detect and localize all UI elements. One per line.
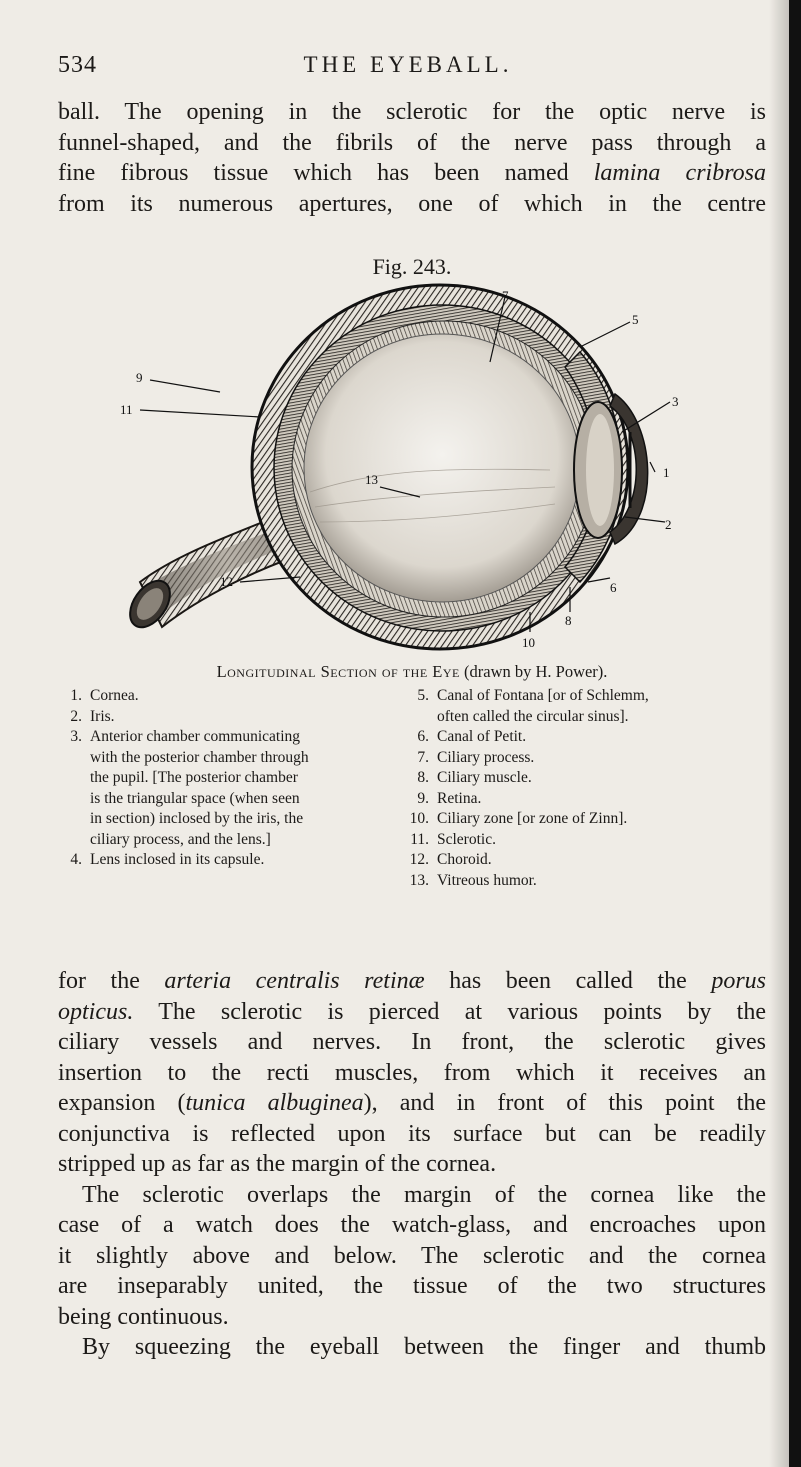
paragraph-bottom <box>58 966 766 1363</box>
text-line: opticus. The sclerotic is pierced at various points by the <box>58 998 766 1025</box>
text-line: fine fibrous tissue which has been named lamina cribrosa <box>58 160 766 186</box>
legend-item-cont: in section) inclosed by the iris, the <box>90 810 304 827</box>
caption-main: Longitudinal Section of the Eye <box>216 662 460 681</box>
figure-caption <box>58 662 766 682</box>
text-line: expansion (tunica albuginea), and in front of this point the <box>58 1090 766 1116</box>
text-line: stripped up as far as the margin of the cornea. <box>58 1151 497 1177</box>
text-line: By squeezing the eyeball between the finger and thumb <box>82 1334 766 1360</box>
legend-item: 4. Lens inclosed in its capsule. <box>70 851 265 868</box>
text-line: ball. The opening in the sclerotic for the optic nerve is <box>58 99 766 125</box>
term-lamina-cribrosa: lamina cribrosa <box>593 160 766 186</box>
legend-item-cont: the pupil. [The posterior chamber <box>90 769 298 786</box>
page-edge-shadow <box>769 0 789 1467</box>
paragraph-top <box>58 97 766 219</box>
legend-item: 13. Vitreous humor. <box>409 871 537 889</box>
fig-label: 11 <box>120 402 133 417</box>
legend-item: 6. Canal of Petit. <box>417 728 527 745</box>
text-line: for the arteria centralis retinæ has been called the porus <box>58 968 767 994</box>
caption-credit: (drawn by H. Power). <box>464 662 608 681</box>
fig-label: 1 <box>663 465 670 480</box>
fig-label: 5 <box>632 312 639 327</box>
fig-label: 6 <box>610 580 617 595</box>
legend-item: 7. Ciliary process. <box>417 748 535 766</box>
fig-label: 12 <box>220 574 233 589</box>
fig-label: 3 <box>672 394 679 409</box>
text-line: The sclerotic overlaps the margin of the cornea like the <box>82 1181 766 1208</box>
figure-legend-left <box>58 686 392 871</box>
legend-item-cont: with the posterior chamber through <box>90 748 309 766</box>
eyeball-section-figure <box>110 282 710 652</box>
figure-legend-right <box>405 686 765 891</box>
legend-item: 3. Anterior chamber communicating <box>70 728 301 745</box>
legend-item: 10. Ciliary zone [or zone of Zinn]. <box>409 810 628 827</box>
legend-item-cont: is the triangular space (when seen <box>90 789 300 807</box>
legend-item: 1. Cornea. <box>70 687 139 704</box>
running-head <box>58 52 758 82</box>
text-line: conjunctiva is reflected upon its surface but can be readily <box>58 1120 766 1147</box>
term-arteria: arteria centralis retinæ <box>164 968 425 994</box>
term-porus: porus <box>711 968 767 994</box>
legend-item: 12. Choroid. <box>409 851 492 868</box>
text-line: being continuous. <box>58 1303 229 1330</box>
page-number: 534 <box>58 52 97 78</box>
legend-item: 2. Iris. <box>70 707 115 725</box>
fig-label: 10 <box>522 635 535 650</box>
text-line: ciliary vessels and nerves. In front, the sclerotic gives <box>58 1029 766 1055</box>
figure-title: Fig. 243. <box>372 254 452 279</box>
text-line: from its numerous apertures, one of which in the centre <box>58 190 766 217</box>
text-line: funnel-shaped, and the fibrils of the nerve pass through a <box>58 129 766 156</box>
term-opticus: opticus. <box>58 998 134 1025</box>
fig-label: 13 <box>365 472 378 487</box>
page-edge-binding <box>789 0 801 1467</box>
term-tunica: tunica albuginea <box>185 1090 364 1116</box>
fig-label: 9 <box>136 370 143 385</box>
legend-item-cont: ciliary process, and the lens.] <box>90 830 271 848</box>
legend-item: 9. Retina. <box>417 789 482 807</box>
running-title: THE EYEBALL. <box>303 52 513 77</box>
legend-item: 11. Sclerotic. <box>410 830 496 848</box>
legend-item-cont: often called the circular sinus]. <box>437 707 629 725</box>
text-line: are inseparably united, the tissue of the two structures <box>58 1273 766 1299</box>
text-line: insertion to the recti muscles, from which it receives an <box>58 1059 766 1086</box>
vitreous-humor <box>304 334 580 602</box>
text-line: it slightly above and below. The sclerotic and the cornea <box>58 1242 766 1269</box>
legend-item: 5. Canal of Fontana [or of Schlemm, <box>417 687 649 704</box>
fig-label: 8 <box>565 613 572 628</box>
fig-label: 2 <box>665 517 672 532</box>
text-line: case of a watch does the watch-glass, and encroaches upon <box>58 1212 766 1238</box>
fig-label: 7 <box>502 288 509 303</box>
legend-item: 8. Ciliary muscle. <box>417 769 532 786</box>
